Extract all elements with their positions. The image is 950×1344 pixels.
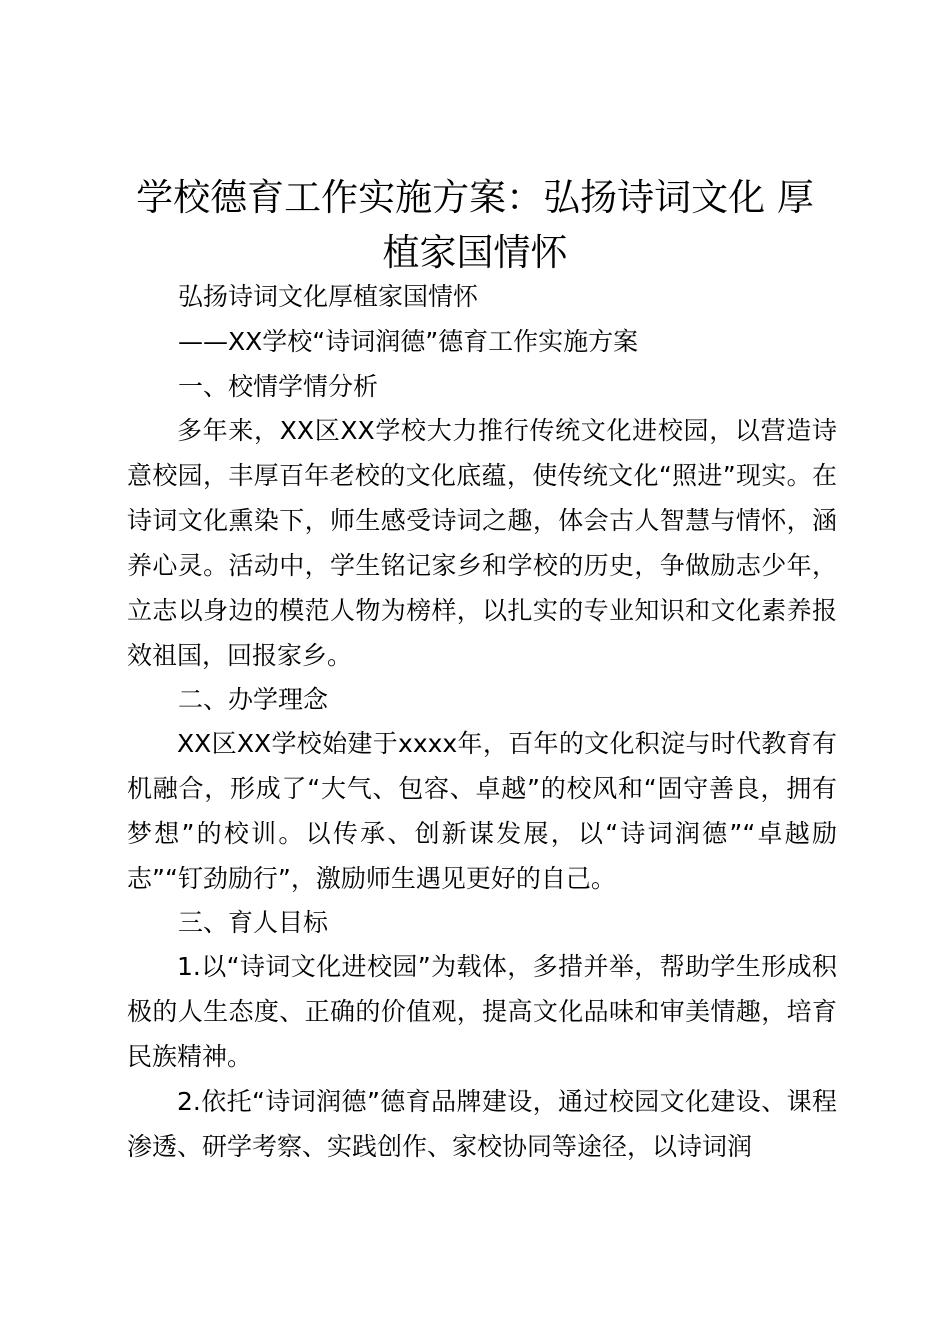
section-heading-3: 三、育人目标 — [178, 908, 329, 937]
section-1-paragraph: 多年来，XX区XX学校大力推行传统文化进校园，以营造诗意校园，丰厚百年老校的文化底蕴，使传统文化“照进”现实。在诗词文化熏染下，师生感受诗词之趣，体会古人智慧与情怀，涵养心灵。活动中，学生铭记家乡和学校的历史，争做励志少年，立志以身边的模范人物为榜样，以扎实的专业知识和文化素养报效祖国，回报家乡。 — [127, 416, 837, 670]
section-3-paragraph-1: 1.以“诗词文化进校园”为载体，多措并举，帮助学生形成积极的人生态度、正确的价值观，提高文化品味和审美情趣，培育民族精神。 — [127, 952, 837, 1071]
subtitle: 弘扬诗词文化厚植家国情怀 — [178, 282, 479, 311]
section-3-paragraph-2: 2.依托“诗词润德”德育品牌建设，通过校园文化建设、课程渗透、研学考察、实践创作、家校协同等途径，以诗词润 — [127, 1087, 837, 1161]
document-title: 学校德育工作实施方案：弘扬诗词文化 厚植家国情怀 — [136, 176, 814, 274]
section-heading-1: 一、校情学情分析 — [178, 372, 379, 401]
section-2-paragraph: XX区XX学校始建于xxxx年，百年的文化积淀与时代教育有机融合，形成了“大气、包容、卓越”的校风和“固守善良，拥有梦想”的校训。以传承、创新谋发展，以“诗词润德”“卓越励志”“钉劲励行”，激励师生遇见更好的自己。 — [127, 729, 837, 893]
section-heading-2: 二、办学理念 — [178, 685, 329, 714]
subtitle-scheme: ——XX学校“诗词润德”德育工作实施方案 — [178, 327, 639, 356]
